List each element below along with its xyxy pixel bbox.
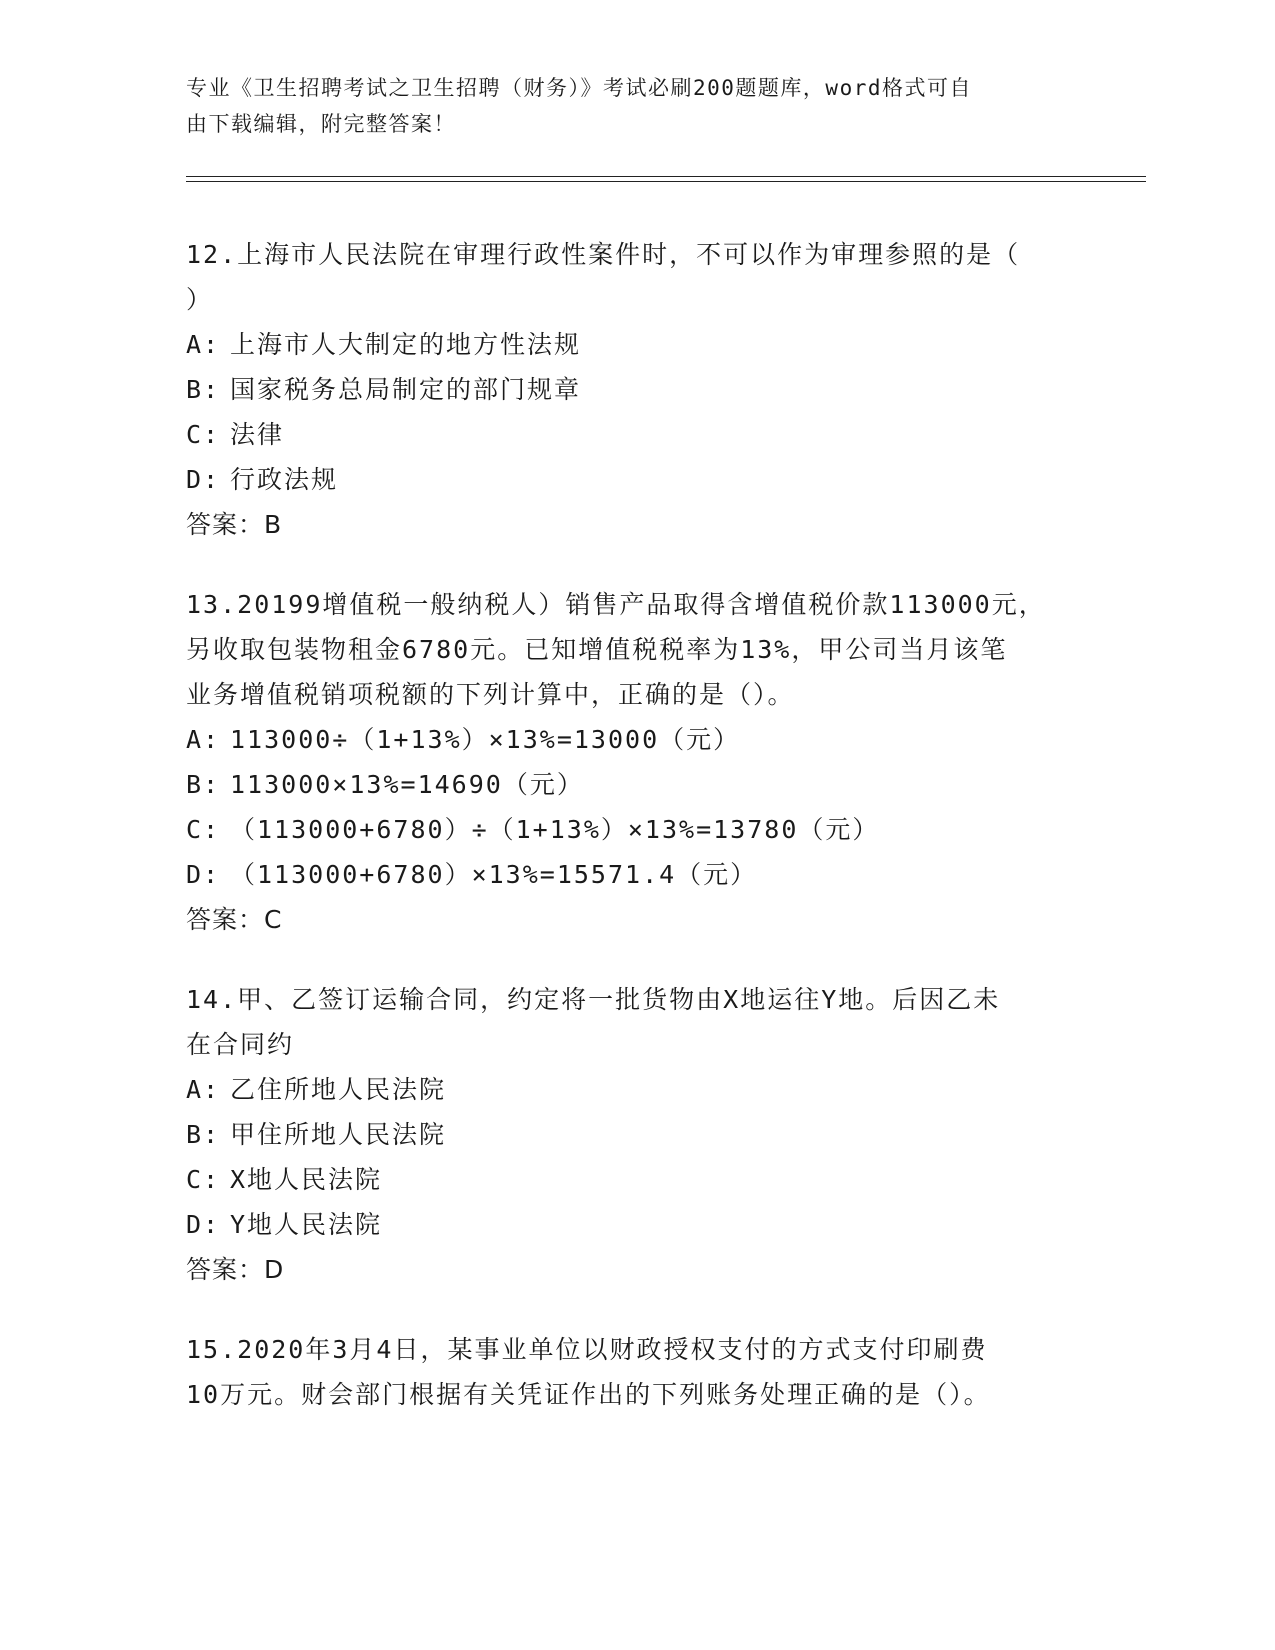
option-text: 国家税务总局制定的部门规章 [230,375,582,404]
option-a [186,717,1076,762]
option-b [186,367,1076,412]
option-text: 法律 [230,420,285,449]
option-label: A: [186,330,221,359]
option-label: A: [186,725,221,754]
option-text: 甲住所地人民法院 [230,1120,447,1149]
option-c [186,412,1076,457]
option-label: D: [186,1210,221,1239]
header-line-1: 专业《卫生招聘考试之卫生招聘（财务）》考试必刷200题题库，word格式可自 [186,76,972,100]
question-13 [186,582,1076,943]
option-text: X地人民法院 [230,1165,383,1194]
question-stem [186,582,1076,717]
question-stem [186,977,1076,1067]
option-text: 乙住所地人民法院 [230,1075,447,1104]
option-text: （113000+6780）÷（1+13%）×13%=13780（元） [230,815,880,844]
question-stem [186,232,1076,322]
question-stem-line: 15.2020年3月4日，某事业单位以财政授权支付的方式支付印刷费 [186,1335,988,1364]
option-label: C: [186,1165,221,1194]
option-d [186,1202,1076,1247]
question-stem-line: 12.上海市人民法院在审理行政性案件时，不可以作为审理参照的是（ [186,240,1021,269]
option-a [186,1067,1076,1112]
option-text: Y地人民法院 [230,1210,383,1239]
header-line-2: 由下载编辑，附完整答案！ [186,112,456,136]
header-divider-top [186,176,1146,177]
question-stem-line: ） [186,285,214,314]
option-label: B: [186,770,221,799]
question-stem [186,1327,1076,1417]
option-b [186,762,1076,807]
option-label: B: [186,1120,221,1149]
answer-line: 答案：C [186,905,283,934]
option-label: C: [186,815,221,844]
option-d [186,457,1076,502]
option-text: 行政法规 [230,465,339,494]
question-14 [186,977,1076,1293]
option-a [186,322,1076,367]
option-text: 113000÷（1+13%）×13%=13000（元） [230,725,741,754]
option-label: D: [186,860,221,889]
answer-line: 答案：B [186,510,283,539]
question-list [186,232,1076,1451]
option-label: C: [186,420,221,449]
question-stem-line: 10万元。财会部门根据有关凭证作出的下列账务处理正确的是（）。 [186,1380,991,1409]
question-stem-line: 在合同约 [186,1030,295,1059]
option-b [186,1112,1076,1157]
option-text: 上海市人大制定的地方性法规 [230,330,582,359]
option-c [186,807,1076,852]
document-header [186,70,1066,142]
question-stem-line: 业务增值税销项税额的下列计算中，正确的是（）。 [186,680,795,709]
question-12 [186,232,1076,548]
option-c [186,1157,1076,1202]
answer-line: 答案：D [186,1255,285,1284]
option-label: D: [186,465,221,494]
question-stem-line: 另收取包装物租金6780元。已知增值税税率为13%，甲公司当月该笔 [186,635,1008,664]
header-divider-bottom [186,181,1146,182]
option-d [186,852,1076,897]
question-stem-line: 14.甲、乙签订运输合同，约定将一批货物由X地运往Y地。后因乙未 [186,985,1001,1014]
question-stem-line: 13.20199增值税一般纳税人）销售产品取得含增值税价款113000元， [186,590,1046,619]
option-label: A: [186,1075,221,1104]
option-label: B: [186,375,221,404]
option-text: （113000+6780）×13%=15571.4（元） [230,860,758,889]
option-text: 113000×13%=14690（元） [230,770,584,799]
question-15 [186,1327,1076,1417]
